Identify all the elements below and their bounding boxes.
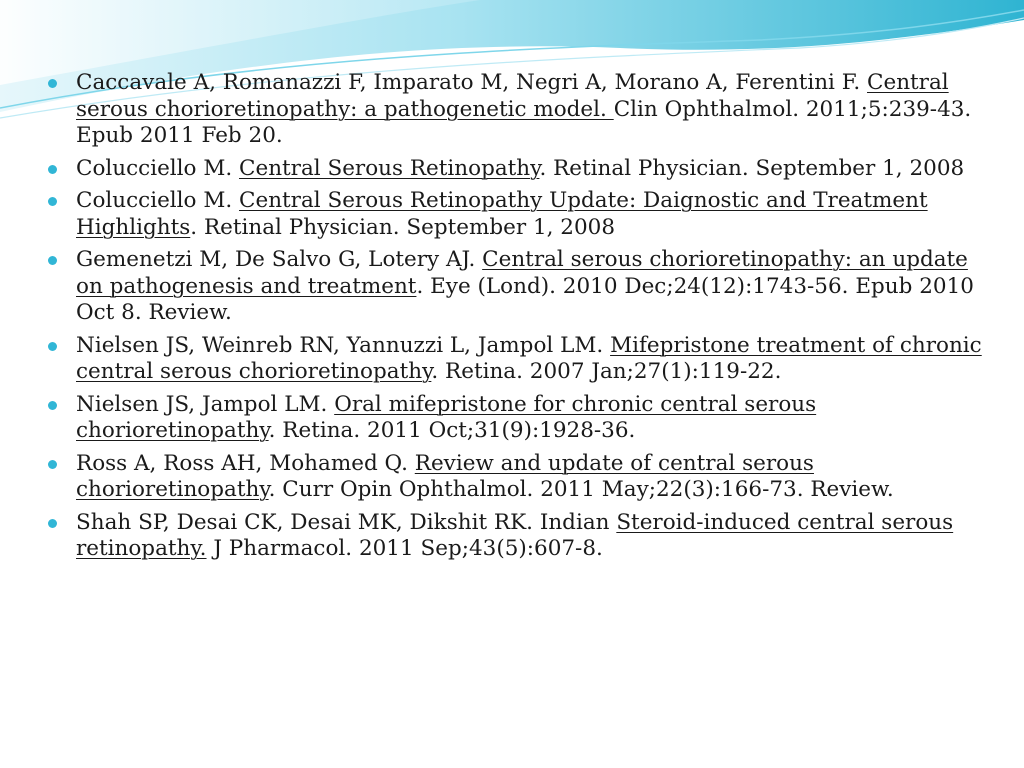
reference-item (48, 510, 988, 563)
reference-source: Clin Ophthalmol. 2011;5:239-43. Epub 2011 Feb 20. (76, 96, 972, 148)
bullet-icon (48, 342, 57, 351)
reference-source: . Curr Opin Ophthalmol. 2011 May;22(3):166-73. Review. (268, 477, 894, 502)
reference-title-link[interactable]: Central serous chorioretinopathy: an update on pathogenesis and treatment (76, 247, 968, 299)
bullet-icon (48, 256, 57, 265)
reference-title-link[interactable]: Central Serous Retinopathy (239, 155, 540, 181)
reference-item (48, 70, 988, 150)
bullet-icon (48, 197, 57, 206)
reference-source: . Retinal Physician. September 1, 2008 (539, 155, 965, 181)
reference-item (48, 392, 988, 445)
reference-authors: Caccavale A, Romanazzi F, Imparato M, Negri A, Morano A, Ferentini F. (76, 70, 868, 95)
reference-item (48, 333, 988, 386)
reference-authors: Nielsen JS, Weinreb RN, Yannuzzi L, Jampol LM. (76, 332, 611, 358)
reference-authors: Colucciello M. (76, 188, 240, 213)
reference-item (48, 188, 988, 241)
reference-item (48, 247, 988, 327)
reference-source: . Retina. 2007 Jan;27(1):119-22. (431, 359, 782, 384)
reference-authors: Colucciello M. (76, 155, 240, 181)
bullet-icon (48, 401, 57, 410)
bullet-icon (48, 165, 57, 174)
reference-list (48, 70, 988, 569)
reference-item (48, 451, 988, 504)
reference-title-link[interactable]: Steroid-induced central serous retinopathy. (76, 509, 954, 561)
bullet-icon (48, 460, 57, 469)
reference-title-link[interactable]: Review and update of central serous chorioretinopathy (76, 450, 814, 502)
reference-source: . Retinal Physician. September 1, 2008 (190, 214, 616, 240)
reference-item (48, 156, 988, 183)
reference-authors: Shah SP, Desai CK, Desai MK, Dikshit RK. Indian (76, 509, 617, 535)
reference-authors: Gemenetzi M, De Salvo G, Lotery AJ. (76, 247, 483, 272)
reference-source: . Retina. 2011 Oct;31(9):1928-36. (268, 418, 636, 443)
reference-authors: Ross A, Ross AH, Mohamed Q. (76, 450, 415, 476)
reference-source: . Eye (Lond). 2010 Dec;24(12):1743-56. Epub 2010 Oct 8. Review. (76, 273, 974, 325)
bullet-icon (48, 519, 57, 528)
reference-title-link[interactable]: Mifepristone treatment of chronic central serous chorioretinopathy (76, 332, 982, 384)
reference-title-link[interactable]: Central Serous Retinopathy Update: Daignostic and Treatment Highlights (76, 188, 928, 240)
reference-authors: Nielsen JS, Jampol LM. (76, 391, 335, 417)
reference-title-link[interactable]: Central serous chorioretinopathy: a pathogenetic model. (76, 70, 949, 122)
reference-title-link[interactable]: Oral mifepristone for chronic central serous chorioretinopathy (76, 391, 817, 443)
bullet-icon (48, 79, 57, 88)
reference-source: J Pharmacol. 2011 Sep;43(5):607-8. (206, 536, 603, 561)
